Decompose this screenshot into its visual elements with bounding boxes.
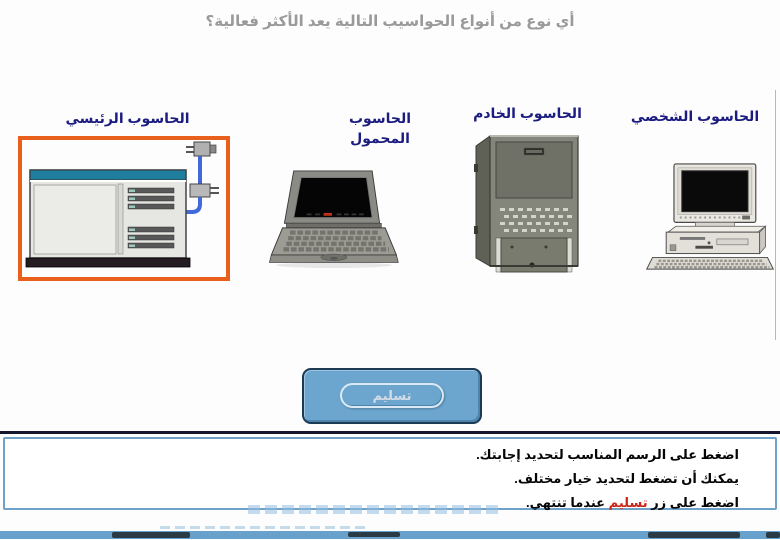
option-server-label: الحاسوب الخادم [473,105,582,121]
option-personal-label: الحاسوب الشخصي [630,108,760,124]
option-personal[interactable] [643,162,778,274]
submit-button-label: تسليم [372,388,412,403]
bottom-bar-mark [112,532,190,538]
faint-watermark [248,505,500,514]
instruction-line-2: يمكنك أن تضغط لتحديد خيار مختلف. [514,471,739,486]
mainframe-computer-icon [22,140,226,277]
option-laptop[interactable] [262,167,402,272]
faint-watermark-2 [160,526,370,529]
instructions-box [3,437,777,510]
submit-button[interactable] [302,368,482,424]
bottom-bar [0,531,780,539]
option-server[interactable] [468,126,593,276]
bottom-bar-mark [348,532,400,537]
server-computer-icon [468,126,593,276]
option-mainframe selection-highlight[interactable] [18,136,230,281]
instruction-line-3-prefix: اضغط على زر [647,495,739,510]
divider-line [0,431,780,434]
instruction-line-3-suffix: عندما تنتهي. [525,495,609,510]
submit-word-highlight: تسليم [608,495,648,510]
laptop-computer-icon [262,167,402,272]
question-text: أي نوع من أنواع الحواسيب التالية يعد الأكثر فعالية؟ [205,13,575,30]
bottom-bar-mark [648,532,740,538]
instruction-line-1: اضغط على الرسم المناسب لتحديد إجابتك. [476,447,739,462]
personal-computer-icon [643,162,778,274]
submit-button-pill[interactable] [340,383,444,408]
bottom-bar-mark [766,532,780,538]
option-mainframe-label: الحاسوب الرئيسي [65,110,190,126]
option-laptop-label: الحاسوب المحمول [348,110,411,146]
